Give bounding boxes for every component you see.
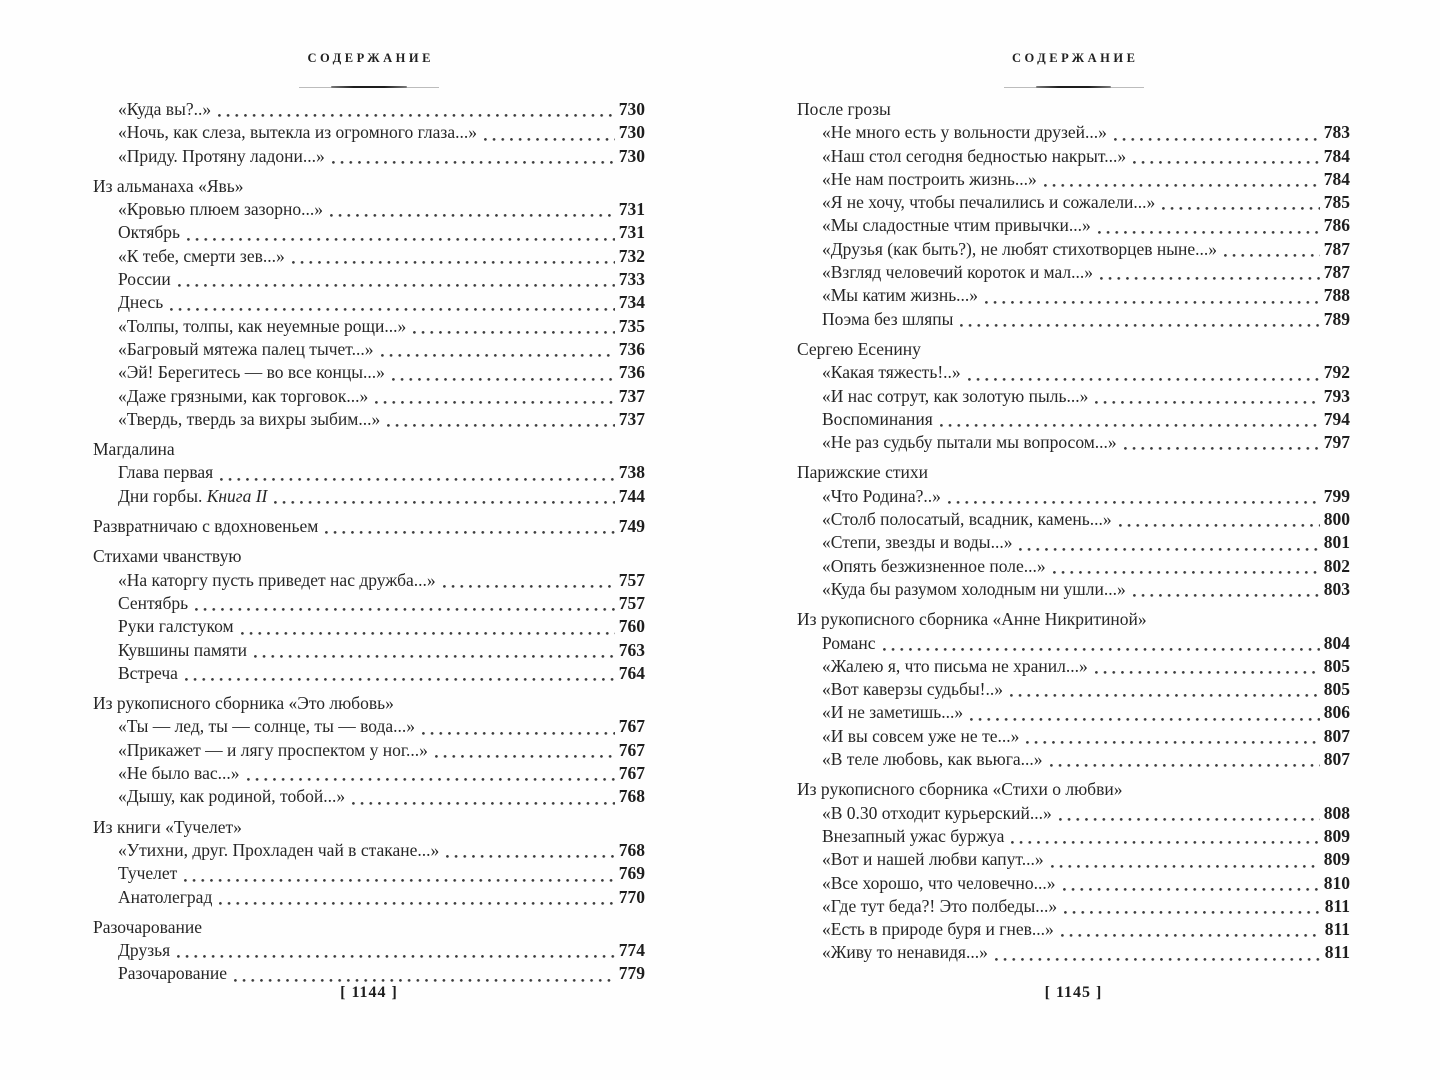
dot-leader bbox=[1095, 401, 1319, 404]
entry-title: «Степи, звезды и воды...» bbox=[822, 532, 1013, 553]
toc-entry bbox=[797, 872, 1350, 895]
entry-title: «Ночь, как слеза, вытекла из огромного глаза...» bbox=[118, 122, 477, 143]
dot-leader bbox=[1050, 764, 1320, 767]
dot-leader bbox=[1064, 911, 1321, 914]
toc-entry bbox=[797, 121, 1350, 144]
entry-title: России bbox=[118, 269, 171, 290]
toc-section-header bbox=[797, 338, 1350, 361]
entry-page-number: 736 bbox=[618, 362, 645, 383]
entry-title: «Не нам построить жизнь...» bbox=[822, 168, 1037, 189]
dot-leader bbox=[1133, 161, 1320, 164]
entry-title: «Опять безжизненное поле...» bbox=[822, 555, 1046, 576]
entry-title: «К тебе, смерти зев...» bbox=[118, 245, 285, 266]
page-number: [ 1144 ] bbox=[340, 984, 398, 1001]
entry-page-number: 807 bbox=[1323, 725, 1350, 746]
toc-entry bbox=[797, 431, 1350, 454]
dot-leader bbox=[1100, 277, 1320, 280]
page-title: СОДЕРЖАНИЕ bbox=[1012, 51, 1139, 65]
entry-title: Воспоминания bbox=[822, 408, 933, 429]
dot-leader bbox=[219, 902, 614, 905]
entry-page-number: 757 bbox=[618, 569, 645, 590]
toc-entry bbox=[797, 385, 1350, 408]
toc-entry bbox=[93, 408, 645, 431]
toc-section-header bbox=[797, 461, 1350, 484]
entry-title: Стихами чванствую bbox=[93, 546, 242, 567]
entry-page-number: 789 bbox=[1323, 308, 1350, 329]
entry-title: «Я не хочу, чтобы печалились и сожалели...» bbox=[822, 192, 1156, 213]
dot-leader bbox=[241, 632, 615, 635]
entry-title: Днесь bbox=[118, 292, 164, 313]
toc-entry bbox=[797, 238, 1350, 261]
entry-page-number: 806 bbox=[1323, 702, 1350, 723]
toc-entry bbox=[797, 725, 1350, 748]
toc-entry bbox=[797, 531, 1350, 554]
toc-entry bbox=[93, 615, 645, 638]
entry-page-number: 768 bbox=[618, 839, 645, 860]
entry-title: «Какая тяжесть!..» bbox=[822, 362, 961, 383]
toc-entry bbox=[93, 886, 645, 909]
dot-leader bbox=[218, 114, 615, 117]
toc-section-header bbox=[797, 98, 1350, 121]
dot-leader bbox=[234, 979, 615, 982]
dot-leader bbox=[1051, 865, 1320, 868]
entry-title: Магдалина bbox=[93, 439, 175, 460]
dot-leader bbox=[435, 755, 615, 758]
dot-leader bbox=[1119, 524, 1320, 527]
entry-page-number: 801 bbox=[1323, 532, 1350, 553]
toc-section-header bbox=[797, 778, 1350, 801]
entry-title: «В 0.30 отходит курьерский...» bbox=[822, 802, 1052, 823]
toc-entry bbox=[93, 762, 645, 785]
entry-page-number: 786 bbox=[1323, 215, 1350, 236]
entry-title: «Живу то ненавидя...» bbox=[822, 942, 988, 963]
dot-leader bbox=[392, 378, 615, 381]
toc-entry bbox=[797, 941, 1350, 964]
toc-entry bbox=[93, 662, 645, 685]
entry-title: Парижские стихи bbox=[797, 462, 928, 483]
entry-title: «Жалею я, что письма не хранил...» bbox=[822, 655, 1088, 676]
entry-title: Кувшины памяти bbox=[118, 639, 247, 660]
page-title: СОДЕРЖАНИЕ bbox=[307, 51, 434, 65]
dot-leader bbox=[1224, 254, 1320, 257]
entry-page-number: 809 bbox=[1323, 825, 1350, 846]
entry-title: «Друзья (как быть?), не любят стихотворцев ныне...» bbox=[822, 238, 1218, 259]
header-divider bbox=[299, 85, 439, 89]
dot-leader bbox=[948, 501, 1320, 504]
toc-entry bbox=[93, 592, 645, 615]
entry-title: Сентябрь bbox=[118, 592, 189, 613]
entry-title: «Не много есть у вольности друзей...» bbox=[822, 122, 1107, 143]
toc-entry bbox=[93, 485, 645, 508]
entry-title: «Мы катим жизнь...» bbox=[822, 285, 979, 306]
dot-leader bbox=[1053, 571, 1320, 574]
dot-leader bbox=[1026, 741, 1319, 744]
toc-entry bbox=[93, 245, 645, 268]
entry-title: «Куда вы?..» bbox=[118, 99, 212, 119]
entry-title: «Приду. Протяну ладони...» bbox=[118, 145, 325, 166]
toc-entry bbox=[93, 939, 645, 962]
entry-page-number: 731 bbox=[618, 222, 645, 243]
entry-title: «Не раз судьбу пытали мы вопросом...» bbox=[822, 432, 1117, 453]
toc-entry bbox=[797, 802, 1350, 825]
toc-entry bbox=[797, 485, 1350, 508]
dot-leader bbox=[1162, 207, 1319, 210]
entry-page-number: 767 bbox=[618, 739, 645, 760]
entry-title: «И нас сотрут, как золотую пыль...» bbox=[822, 385, 1089, 406]
entry-page-number: 730 bbox=[618, 145, 645, 166]
entry-page-number: 769 bbox=[618, 863, 645, 884]
toc-entry bbox=[93, 121, 645, 144]
entry-page-number: 733 bbox=[618, 269, 645, 290]
entry-page-number: 805 bbox=[1323, 655, 1350, 676]
header-divider bbox=[1004, 85, 1144, 89]
entry-page-number: 757 bbox=[618, 592, 645, 613]
dot-leader bbox=[274, 501, 614, 504]
dot-leader bbox=[247, 778, 615, 781]
dot-leader bbox=[387, 424, 615, 427]
entry-title: Поэма без шляпы bbox=[822, 308, 954, 329]
entry-page-number: 803 bbox=[1323, 578, 1350, 599]
entry-page-number: 783 bbox=[1323, 122, 1350, 143]
entry-title: Октябрь bbox=[118, 222, 181, 243]
toc-entry bbox=[797, 678, 1350, 701]
dot-leader bbox=[443, 585, 615, 588]
toc-entry bbox=[797, 408, 1350, 431]
entry-title: «Твердь, твердь за вихры зыбим...» bbox=[118, 408, 381, 429]
entry-title: Из рукописного сборника «Анне Никритиной» bbox=[797, 609, 1147, 630]
entry-page-number: 736 bbox=[618, 338, 645, 359]
dot-leader bbox=[1114, 138, 1320, 141]
dot-leader bbox=[422, 732, 615, 735]
dot-leader bbox=[985, 301, 1320, 304]
entry-page-number: 779 bbox=[618, 963, 645, 984]
toc-entry bbox=[797, 284, 1350, 307]
toc-entry bbox=[797, 655, 1350, 678]
dot-leader bbox=[330, 214, 615, 217]
dot-leader bbox=[1010, 694, 1320, 697]
entry-title: Разочарование bbox=[118, 963, 227, 984]
toc-entry bbox=[93, 221, 645, 244]
toc-entry bbox=[93, 338, 645, 361]
entry-title: «Где тут беда?! Это полбеды...» bbox=[822, 895, 1058, 916]
toc-page-right bbox=[797, 0, 1350, 1080]
entry-page-number: 809 bbox=[1323, 849, 1350, 870]
toc-entry bbox=[797, 261, 1350, 284]
entry-page-number: 800 bbox=[1323, 509, 1350, 530]
dot-leader bbox=[1095, 671, 1320, 674]
entry-title: «Куда бы разумом холодным ни ушли...» bbox=[822, 578, 1126, 599]
dot-leader bbox=[332, 161, 615, 164]
toc-entry bbox=[93, 98, 645, 121]
entry-title: Руки галстуком bbox=[118, 616, 234, 637]
toc-entry bbox=[797, 895, 1350, 918]
toc-entry bbox=[797, 191, 1350, 214]
entry-page-number: 811 bbox=[1324, 919, 1350, 940]
entry-title: «Взгляд человечий короток и мал...» bbox=[822, 262, 1094, 283]
toc-page-left bbox=[93, 0, 645, 1080]
toc-section-header bbox=[797, 608, 1350, 631]
entry-page-number: 784 bbox=[1323, 168, 1350, 189]
toc-entry bbox=[797, 361, 1350, 384]
entry-page-number: 749 bbox=[618, 516, 645, 537]
toc-entry bbox=[797, 701, 1350, 724]
dot-leader bbox=[195, 608, 615, 611]
entry-title: «Не было вас...» bbox=[118, 763, 240, 784]
entry-page-number: 810 bbox=[1323, 872, 1350, 893]
entry-title: «На каторгу пусть приведет нас дружба...» bbox=[118, 569, 436, 590]
dot-leader bbox=[1011, 841, 1319, 844]
entry-title: Сергею Есенину bbox=[797, 338, 921, 359]
entry-title: Анатолеград bbox=[118, 886, 213, 907]
entry-title: Глава первая bbox=[118, 462, 214, 483]
toc-entry bbox=[93, 461, 645, 484]
toc-entry bbox=[797, 578, 1350, 601]
toc-list bbox=[93, 98, 645, 986]
entry-title: «Что Родина?..» bbox=[822, 485, 941, 506]
entry-title: «Есть в природе буря и гнев...» bbox=[822, 919, 1054, 940]
entry-title: «Наш стол сегодня бедностью накрыт...» bbox=[822, 145, 1127, 166]
entry-page-number: 792 bbox=[1323, 362, 1350, 383]
toc-section-header bbox=[93, 816, 645, 839]
entry-title: Дни горбы. Книга II bbox=[118, 485, 268, 506]
dot-leader bbox=[220, 478, 615, 481]
dot-leader bbox=[177, 955, 615, 958]
entry-page-number: 767 bbox=[618, 763, 645, 784]
entry-title: «Ты — лед, ты — солнце, ты — вода...» bbox=[118, 716, 416, 737]
entry-title: Из рукописного сборника «Стихи о любви» bbox=[797, 779, 1123, 800]
toc-entry bbox=[93, 962, 645, 985]
dot-leader bbox=[375, 401, 615, 404]
toc-entry bbox=[797, 508, 1350, 531]
dot-leader bbox=[960, 324, 1319, 327]
entry-title: «Мы сладостные чтим привычки...» bbox=[822, 215, 1091, 236]
toc-entry bbox=[93, 385, 645, 408]
dot-leader bbox=[184, 879, 614, 882]
toc-entry bbox=[797, 555, 1350, 578]
entry-title: После грозы bbox=[797, 99, 891, 119]
entry-title: Друзья bbox=[118, 940, 171, 961]
entry-title: Из рукописного сборника «Это любовь» bbox=[93, 693, 394, 714]
toc-entry bbox=[93, 198, 645, 221]
entry-title: «В теле любовь, как вьюга...» bbox=[822, 749, 1043, 770]
entry-page-number: 730 bbox=[618, 122, 645, 143]
entry-title: Романс bbox=[822, 632, 876, 653]
toc-entry bbox=[797, 825, 1350, 848]
dot-leader bbox=[484, 138, 615, 141]
entry-page-number: 788 bbox=[1323, 285, 1350, 306]
toc-entry bbox=[93, 268, 645, 291]
dot-leader bbox=[1063, 888, 1320, 891]
dot-leader bbox=[178, 284, 615, 287]
toc-section-header bbox=[93, 692, 645, 715]
toc-entry bbox=[93, 862, 645, 885]
entry-title: «Дышу, как родиной, тобой...» bbox=[118, 786, 346, 807]
dot-leader bbox=[1133, 594, 1320, 597]
entry-page-number: 802 bbox=[1323, 555, 1350, 576]
toc-section-header bbox=[93, 545, 645, 568]
entry-page-number: 811 bbox=[1324, 895, 1350, 916]
toc-section-header bbox=[93, 438, 645, 461]
toc-entry bbox=[93, 291, 645, 314]
dot-leader bbox=[352, 802, 615, 805]
dot-leader bbox=[995, 958, 1321, 961]
entry-page-number: 804 bbox=[1323, 632, 1350, 653]
entry-page-number: 730 bbox=[618, 99, 645, 119]
entry-title: «Все хорошо, что человечно...» bbox=[822, 872, 1056, 893]
dot-leader bbox=[1059, 818, 1320, 821]
dot-leader bbox=[254, 655, 615, 658]
entry-page-number: 784 bbox=[1323, 145, 1350, 166]
dot-leader bbox=[1044, 184, 1320, 187]
toc-entry bbox=[797, 308, 1350, 331]
entry-page-number: 794 bbox=[1323, 408, 1350, 429]
entry-page-number: 738 bbox=[618, 462, 645, 483]
entry-title: «Прикажет — и лягу проспектом у ног...» bbox=[118, 739, 428, 760]
toc-entry bbox=[797, 632, 1350, 655]
toc-entry bbox=[93, 839, 645, 862]
entry-title: Тучелет bbox=[118, 863, 178, 884]
dot-leader bbox=[1019, 548, 1319, 551]
entry-title: «Багровый мятежа палец тычет...» bbox=[118, 338, 374, 359]
dot-leader bbox=[446, 855, 615, 858]
entry-page-number: 808 bbox=[1323, 802, 1350, 823]
entry-page-number: 744 bbox=[618, 485, 645, 506]
dot-leader bbox=[325, 531, 614, 534]
dot-leader bbox=[1061, 934, 1321, 937]
toc-section-header bbox=[93, 175, 645, 198]
toc-entry bbox=[797, 748, 1350, 771]
entry-page-number: 768 bbox=[618, 786, 645, 807]
toc-entry bbox=[93, 569, 645, 592]
entry-page-number: 787 bbox=[1323, 238, 1350, 259]
entry-title: «И вы совсем уже не те...» bbox=[822, 725, 1020, 746]
entry-title-italic: Книга II bbox=[206, 485, 268, 506]
entry-page-number: 807 bbox=[1323, 749, 1350, 770]
entry-page-number: 760 bbox=[618, 616, 645, 637]
toc-entry bbox=[797, 214, 1350, 237]
entry-page-number: 785 bbox=[1323, 192, 1350, 213]
dot-leader bbox=[170, 308, 614, 311]
toc-entry bbox=[93, 639, 645, 662]
entry-title: Из альманаха «Явь» bbox=[93, 175, 244, 196]
entry-title: Встреча bbox=[118, 662, 178, 683]
entry-title: «Эй! Берегитесь — во все концы...» bbox=[118, 362, 385, 383]
entry-page-number: 734 bbox=[618, 292, 645, 313]
toc-entry bbox=[797, 145, 1350, 168]
dot-leader bbox=[940, 424, 1320, 427]
entry-title: Разочарование bbox=[93, 916, 202, 937]
entry-page-number: 763 bbox=[618, 639, 645, 660]
entry-page-number: 735 bbox=[618, 315, 645, 336]
entry-title: «Утихни, друг. Прохладен чай в стакане...» bbox=[118, 839, 440, 860]
toc-list bbox=[797, 98, 1350, 965]
dot-leader bbox=[1124, 447, 1320, 450]
toc-entry bbox=[797, 918, 1350, 941]
dot-leader bbox=[970, 718, 1320, 721]
toc-entry bbox=[93, 145, 645, 168]
toc-section-header bbox=[93, 515, 645, 538]
dot-leader bbox=[292, 261, 615, 264]
toc-entry bbox=[93, 785, 645, 808]
entry-page-number: 793 bbox=[1323, 385, 1350, 406]
entry-title: Внезапный ужас буржуа bbox=[822, 825, 1005, 846]
dot-leader bbox=[413, 331, 615, 334]
toc-section-header bbox=[93, 916, 645, 939]
entry-title: «Кровью плюем зазорно...» bbox=[118, 199, 323, 220]
entry-page-number: 811 bbox=[1324, 942, 1350, 963]
entry-page-number: 737 bbox=[618, 385, 645, 406]
entry-page-number: 774 bbox=[618, 940, 645, 961]
toc-entry bbox=[93, 739, 645, 762]
dot-leader bbox=[1098, 231, 1320, 234]
toc-entry bbox=[93, 715, 645, 738]
entry-page-number: 737 bbox=[618, 408, 645, 429]
entry-page-number: 805 bbox=[1323, 679, 1350, 700]
entry-title: «Толпы, толпы, как неуемные рощи...» bbox=[118, 315, 407, 336]
entry-title: «Вот и нашей любви капут...» bbox=[822, 849, 1044, 870]
entry-title: «И не заметишь...» bbox=[822, 702, 964, 723]
dot-leader bbox=[187, 238, 615, 241]
entry-page-number: 770 bbox=[618, 886, 645, 907]
toc-entry bbox=[797, 848, 1350, 871]
page-number: [ 1145 ] bbox=[1044, 984, 1103, 1001]
entry-page-number: 731 bbox=[618, 199, 645, 220]
dot-leader bbox=[381, 354, 615, 357]
entry-title: «Вот каверзы судьбы!..» bbox=[822, 679, 1003, 700]
entry-page-number: 799 bbox=[1323, 485, 1350, 506]
entry-page-number: 732 bbox=[618, 245, 645, 266]
entry-page-number: 767 bbox=[618, 716, 645, 737]
entry-title: Развратничаю с вдохновеньем bbox=[93, 516, 319, 537]
dot-leader bbox=[968, 378, 1320, 381]
entry-title: Из книги «Тучелет» bbox=[93, 816, 242, 837]
entry-title: «Столб полосатый, всадник, камень...» bbox=[822, 509, 1112, 530]
dot-leader bbox=[883, 648, 1320, 651]
entry-page-number: 797 bbox=[1323, 432, 1350, 453]
entry-title: «Даже грязными, как торговок...» bbox=[118, 385, 369, 406]
toc-entry bbox=[797, 168, 1350, 191]
toc-entry bbox=[93, 361, 645, 384]
toc-entry bbox=[93, 315, 645, 338]
dot-leader bbox=[185, 678, 615, 681]
entry-page-number: 764 bbox=[618, 662, 645, 683]
entry-page-number: 787 bbox=[1323, 262, 1350, 283]
